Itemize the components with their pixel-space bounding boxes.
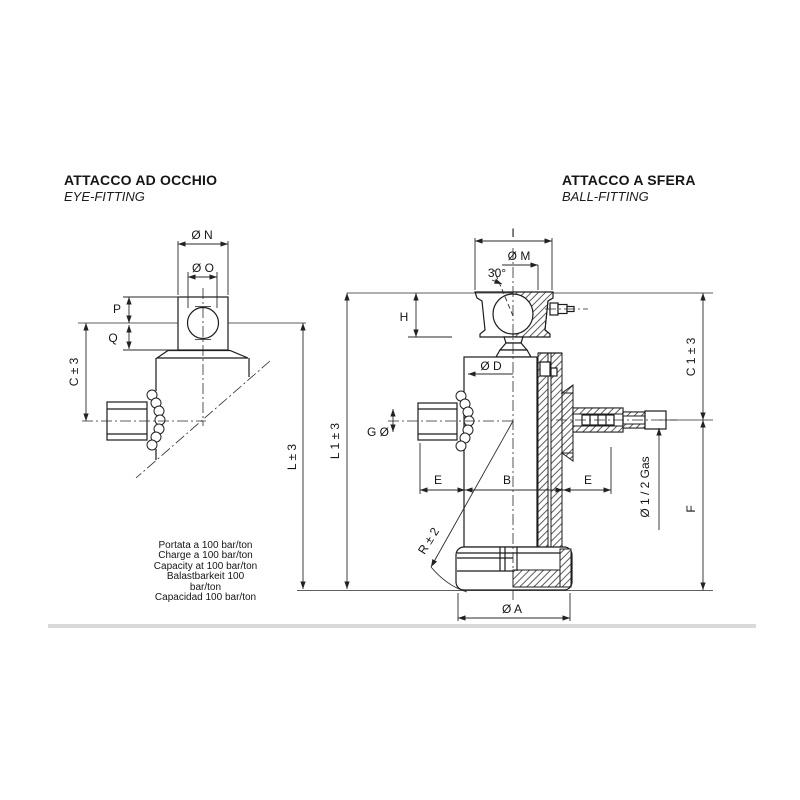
eye-block [178, 297, 228, 350]
dim-q [123, 325, 178, 350]
label-f: F [684, 505, 698, 513]
label-a: Ø A [501, 602, 523, 616]
port-boss [562, 385, 573, 461]
base-cap [456, 547, 572, 590]
dim-m [502, 265, 538, 290]
eye-flange [157, 351, 248, 359]
label-c1: C 1 ± 3 [684, 337, 698, 377]
label-l1: L 1 ± 3 [328, 422, 342, 460]
angle-leader [492, 280, 502, 284]
caption-line-es: Capacidad 100 bar/ton [154, 592, 257, 604]
grease-nipple [545, 303, 588, 315]
left-subtitle: EYE-FITTING [64, 189, 145, 204]
outer-tube-section [538, 353, 562, 572]
right-title: ATTACCO A SFERA [562, 172, 696, 188]
label-angle: 30° [487, 266, 507, 280]
label-n: Ø N [191, 228, 213, 242]
dim-i [475, 238, 552, 290]
label-b: B [502, 473, 512, 487]
capacity-caption [103, 541, 308, 603]
caption-line-de-2: bar/ton [189, 581, 222, 593]
label-m: Ø M [507, 249, 531, 263]
label-o: Ø O [191, 261, 215, 275]
weld-bead-left [147, 390, 165, 450]
caption-line-de-1: Balastbarkeit 100 [166, 571, 245, 583]
label-l: L ± 3 [285, 443, 299, 471]
label-e-right: E [583, 473, 593, 487]
label-d: Ø D [480, 359, 502, 373]
label-i: I [511, 226, 515, 240]
caption-line-en: Capacity at 100 bar/ton [153, 560, 258, 572]
label-h: H [399, 310, 409, 324]
label-gas: Ø 1 / 2 Gas [638, 456, 652, 518]
left-title: ATTACCO AD OCCHIO [64, 172, 218, 188]
dim-h [408, 293, 452, 337]
label-c: C ± 3 [67, 357, 81, 387]
caption-line-it: Portata a 100 bar/ton [158, 540, 253, 551]
eye-fitting-drawing [67, 228, 306, 589]
ball-fitting-drawing [297, 226, 713, 621]
footer-rule [48, 624, 756, 628]
label-q: Q [108, 331, 118, 345]
label-p: P [112, 302, 122, 316]
label-e-left: E [433, 473, 443, 487]
piston-rod [464, 357, 537, 547]
dim-p [123, 297, 180, 323]
caption-line-fr: Charge a 100 bar/ton [158, 550, 253, 562]
right-subtitle: BALL-FITTING [562, 189, 649, 204]
ball-stem [496, 337, 531, 357]
label-g: G Ø [366, 425, 390, 439]
label-r: R ± 2 [415, 525, 443, 557]
